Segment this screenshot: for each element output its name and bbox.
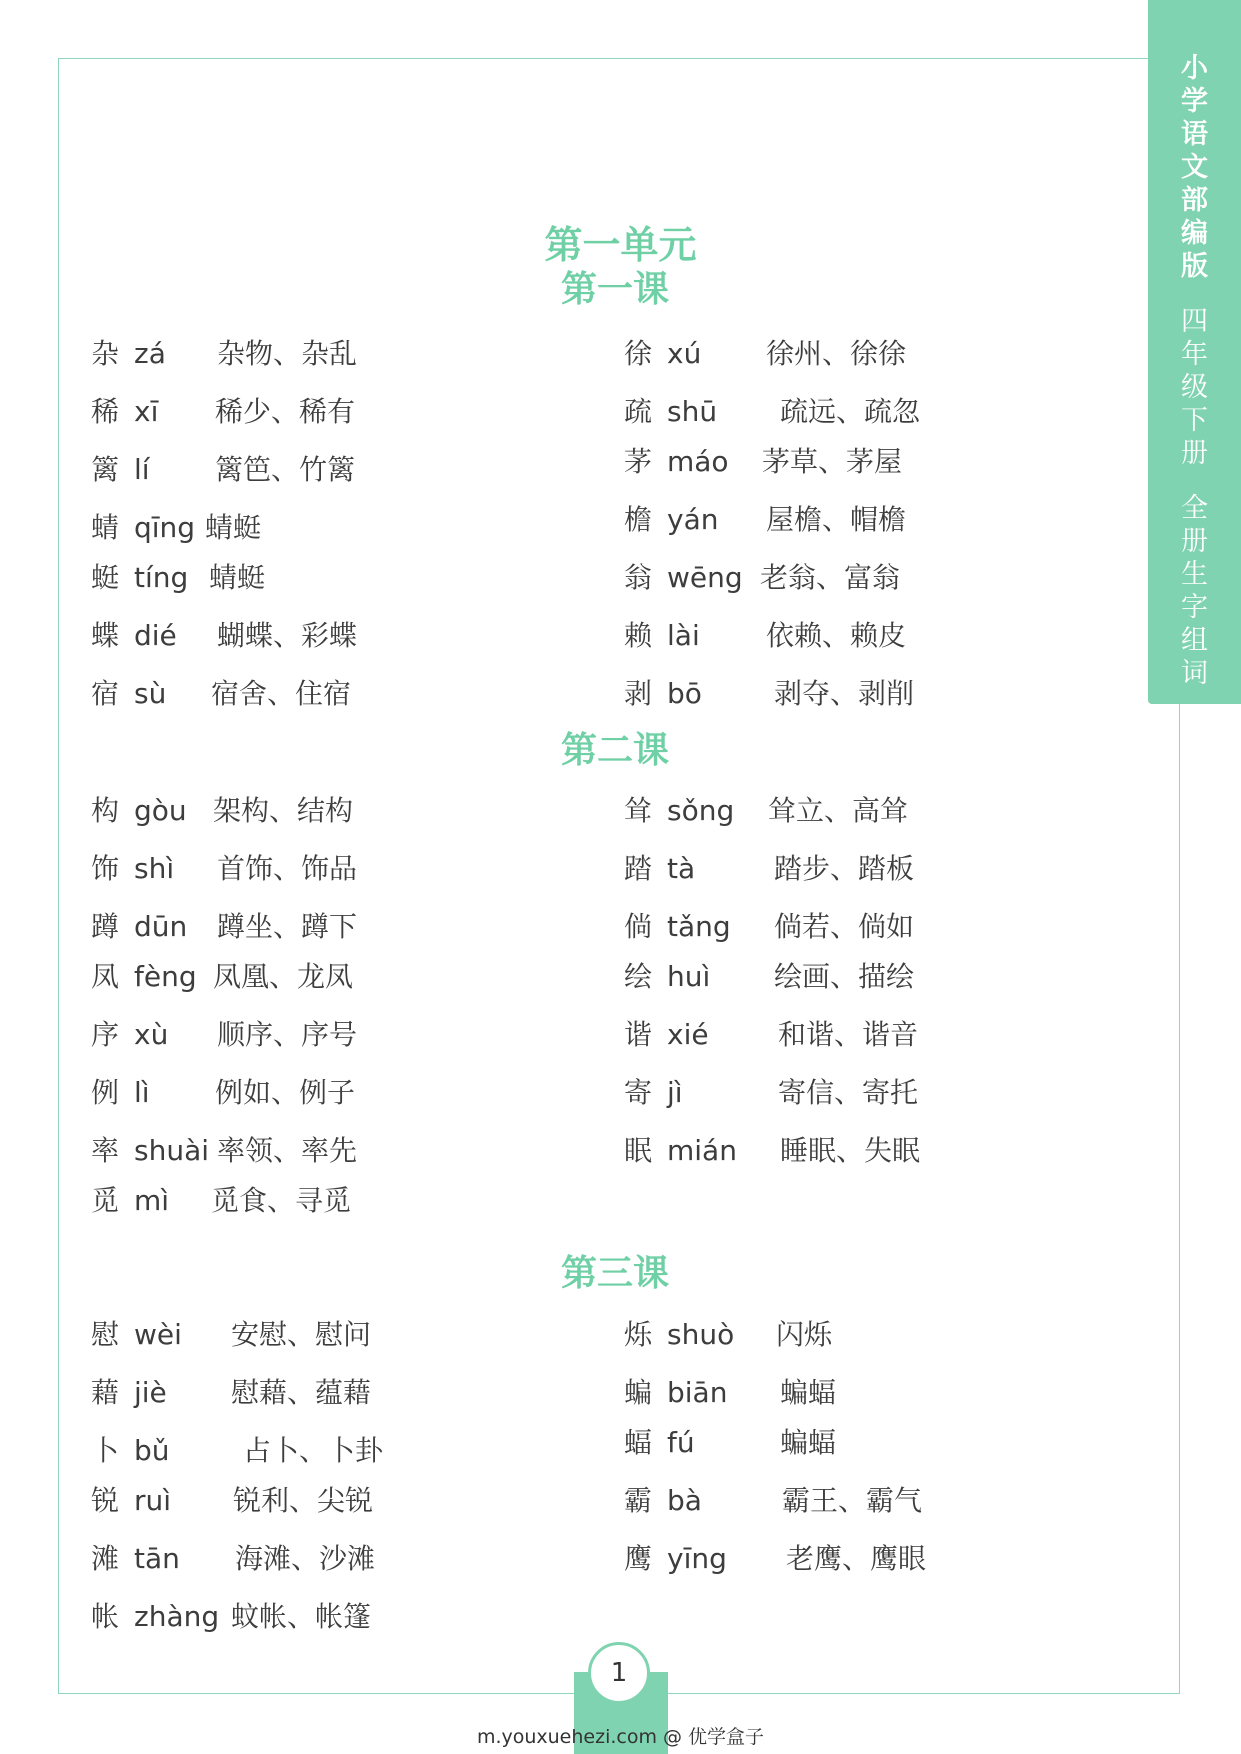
lesson-title: 第一课 bbox=[560, 269, 669, 310]
entry-pinyin: bǔ bbox=[134, 1434, 170, 1467]
entry-words: 寄信、寄托 bbox=[778, 1076, 919, 1109]
unit-title: 第一单元 bbox=[544, 223, 697, 267]
entry-pinyin: fèng bbox=[134, 960, 197, 993]
vocab-entry bbox=[91, 674, 391, 714]
entry-pinyin: dié bbox=[134, 619, 177, 652]
entry-character: 谐 bbox=[624, 1018, 653, 1051]
vocab-entry bbox=[91, 508, 391, 548]
vocab-entry bbox=[624, 957, 924, 997]
vocab-entry bbox=[624, 1423, 924, 1463]
entry-words: 凤凰、龙凤 bbox=[213, 960, 354, 993]
entry-words: 篱笆、竹篱 bbox=[215, 453, 356, 486]
entry-pinyin: xī bbox=[134, 395, 159, 428]
sidebar-title: 小学语文部编版 bbox=[1181, 53, 1208, 282]
entry-words: 占卜、卜卦 bbox=[243, 1434, 384, 1467]
entry-pinyin: biān bbox=[667, 1376, 728, 1409]
entry-character: 率 bbox=[91, 1134, 120, 1167]
entry-pinyin: bō bbox=[667, 677, 702, 710]
entry-character: 稀 bbox=[91, 395, 120, 428]
vocab-entry bbox=[91, 558, 391, 598]
entry-pinyin: sù bbox=[134, 677, 167, 710]
entry-character: 蝙 bbox=[624, 1376, 653, 1409]
entry-words: 锐利、尖锐 bbox=[233, 1484, 374, 1517]
vocab-entry bbox=[624, 1373, 924, 1413]
vocab-entry bbox=[91, 1131, 391, 1171]
vocab-entry bbox=[91, 1481, 391, 1521]
vocab-entry bbox=[91, 334, 391, 374]
entry-pinyin: jì bbox=[667, 1076, 683, 1109]
entry-character: 锐 bbox=[91, 1484, 120, 1517]
entry-character: 鹰 bbox=[624, 1542, 653, 1575]
entry-character: 觅 bbox=[91, 1184, 120, 1217]
entry-character: 眠 bbox=[624, 1134, 653, 1167]
entry-character: 绘 bbox=[624, 960, 653, 993]
entry-pinyin: qīng bbox=[134, 511, 196, 544]
vocab-entry bbox=[624, 1131, 924, 1171]
entry-pinyin: sǒng bbox=[667, 794, 735, 827]
vocab-entry bbox=[91, 907, 391, 947]
entry-pinyin: mì bbox=[134, 1184, 170, 1217]
entry-words: 耸立、高耸 bbox=[768, 794, 909, 827]
entry-character: 耸 bbox=[624, 794, 653, 827]
vocab-entry bbox=[624, 791, 924, 831]
entry-character: 慰 bbox=[91, 1318, 120, 1351]
entry-pinyin: lí bbox=[134, 453, 150, 486]
vocab-entry bbox=[624, 442, 924, 482]
vocab-entry bbox=[91, 616, 391, 656]
entry-words: 徐州、徐徐 bbox=[766, 337, 907, 370]
entry-character: 藉 bbox=[91, 1376, 120, 1409]
sidebar-grade: 四年级下册 bbox=[1181, 306, 1208, 469]
entry-character: 蜻 bbox=[91, 511, 120, 544]
vocab-entry bbox=[91, 1073, 391, 1113]
entry-pinyin: shì bbox=[134, 852, 175, 885]
entry-character: 徐 bbox=[624, 337, 653, 370]
entry-pinyin: tǎng bbox=[667, 910, 731, 943]
vocab-entry bbox=[624, 500, 924, 540]
vocab-entry bbox=[624, 1315, 924, 1355]
entry-character: 卜 bbox=[91, 1434, 120, 1467]
entry-character: 倘 bbox=[624, 910, 653, 943]
entry-words: 顺序、序号 bbox=[217, 1018, 358, 1051]
page-number: 1 bbox=[588, 1642, 650, 1704]
entry-pinyin: jiè bbox=[134, 1376, 167, 1409]
entry-character: 蝶 bbox=[91, 619, 120, 652]
sidebar-subtitle: 全册生字组词 bbox=[1181, 493, 1208, 689]
entry-character: 檐 bbox=[624, 503, 653, 536]
entry-words: 蝙蝠 bbox=[780, 1376, 837, 1409]
entry-character: 例 bbox=[91, 1076, 120, 1109]
entry-pinyin: bà bbox=[667, 1484, 702, 1517]
entry-words: 屋檐、帽檐 bbox=[766, 503, 907, 536]
entry-words: 蹲坐、蹲下 bbox=[217, 910, 358, 943]
entry-character: 疏 bbox=[624, 395, 653, 428]
vocab-entry bbox=[624, 1015, 924, 1055]
vocab-entry bbox=[91, 1431, 391, 1471]
entry-character: 蹲 bbox=[91, 910, 120, 943]
vocab-entry bbox=[624, 558, 924, 598]
entry-character: 翁 bbox=[624, 561, 653, 594]
entry-words: 首饰、饰品 bbox=[217, 852, 358, 885]
entry-words: 海滩、沙滩 bbox=[235, 1542, 376, 1575]
entry-words: 慰藉、蕴藉 bbox=[231, 1376, 372, 1409]
entry-character: 宿 bbox=[91, 677, 120, 710]
entry-words: 霸王、霸气 bbox=[782, 1484, 923, 1517]
entry-pinyin: lì bbox=[134, 1076, 150, 1109]
entry-words: 蝴蝶、彩蝶 bbox=[217, 619, 358, 652]
entry-words: 和谐、谐音 bbox=[778, 1018, 919, 1051]
entry-character: 霸 bbox=[624, 1484, 653, 1517]
entry-pinyin: wèi bbox=[134, 1318, 182, 1351]
entry-words: 绘画、描绘 bbox=[774, 960, 915, 993]
entry-words: 依赖、赖皮 bbox=[766, 619, 907, 652]
entry-character: 帐 bbox=[91, 1600, 120, 1633]
entry-pinyin: ruì bbox=[134, 1484, 172, 1517]
vocab-entry bbox=[91, 849, 391, 889]
vocab-entry bbox=[91, 1181, 391, 1221]
entry-pinyin: yán bbox=[667, 503, 719, 536]
entry-words: 蚊帐、帐篷 bbox=[231, 1600, 372, 1633]
entry-words: 疏远、疏忽 bbox=[780, 395, 921, 428]
entry-words: 安慰、慰问 bbox=[231, 1318, 372, 1351]
vocab-entry bbox=[91, 392, 391, 432]
vocab-entry bbox=[624, 334, 924, 374]
entry-words: 稀少、稀有 bbox=[215, 395, 356, 428]
entry-character: 寄 bbox=[624, 1076, 653, 1109]
entry-character: 滩 bbox=[91, 1542, 120, 1575]
vocab-entry bbox=[91, 1539, 391, 1579]
entry-words: 架构、结构 bbox=[213, 794, 354, 827]
vocab-entry bbox=[91, 1597, 391, 1637]
entry-character: 踏 bbox=[624, 852, 653, 885]
entry-character: 蜓 bbox=[91, 561, 120, 594]
entry-pinyin: xié bbox=[667, 1018, 709, 1051]
entry-pinyin: lài bbox=[667, 619, 700, 652]
entry-pinyin: tíng bbox=[134, 561, 189, 594]
entry-character: 蝠 bbox=[624, 1426, 653, 1459]
entry-character: 茅 bbox=[624, 445, 653, 478]
entry-pinyin: máo bbox=[667, 445, 729, 478]
entry-character: 序 bbox=[91, 1018, 120, 1051]
vocab-entry bbox=[91, 450, 391, 490]
vocab-entry bbox=[624, 616, 924, 656]
vocab-entry bbox=[624, 1539, 927, 1579]
footer-url: m.youxuehezi.com @ 优学盒子 bbox=[476, 1726, 765, 1748]
entry-character: 烁 bbox=[624, 1318, 653, 1351]
entry-character: 篱 bbox=[91, 453, 120, 486]
vocab-entry bbox=[91, 1015, 391, 1055]
entry-pinyin: wēng bbox=[667, 561, 743, 594]
vocab-entry bbox=[91, 1373, 391, 1413]
entry-words: 率领、率先 bbox=[217, 1134, 358, 1167]
vocab-entry bbox=[91, 1315, 391, 1355]
entry-words: 倘若、倘如 bbox=[774, 910, 915, 943]
vocab-entry bbox=[91, 791, 391, 831]
entry-pinyin: shuò bbox=[667, 1318, 735, 1351]
entry-words: 蜻蜓 bbox=[205, 511, 262, 544]
entry-words: 宿舍、住宿 bbox=[211, 677, 352, 710]
entry-pinyin: huì bbox=[667, 960, 711, 993]
entry-pinyin: xù bbox=[134, 1018, 169, 1051]
entry-words: 蝙蝠 bbox=[780, 1426, 837, 1459]
entry-words: 蜻蜓 bbox=[209, 561, 266, 594]
vocab-entry bbox=[624, 674, 924, 714]
entry-pinyin: yīng bbox=[667, 1542, 727, 1575]
entry-words: 觅食、寻觅 bbox=[211, 1184, 352, 1217]
entry-pinyin: tà bbox=[667, 852, 696, 885]
entry-character: 饰 bbox=[91, 852, 120, 885]
entry-pinyin: zá bbox=[134, 337, 166, 370]
entry-words: 例如、例子 bbox=[215, 1076, 356, 1109]
vocab-entry bbox=[624, 1073, 924, 1113]
entry-words: 老鹰、鹰眼 bbox=[786, 1542, 927, 1575]
entry-pinyin: mián bbox=[667, 1134, 737, 1167]
entry-pinyin: zhàng bbox=[134, 1600, 220, 1633]
entry-words: 老翁、富翁 bbox=[760, 561, 901, 594]
entry-character: 剥 bbox=[624, 677, 653, 710]
vocab-entry bbox=[624, 907, 924, 947]
entry-pinyin: fú bbox=[667, 1426, 695, 1459]
entry-words: 踏步、踏板 bbox=[774, 852, 915, 885]
lesson-title: 第二课 bbox=[560, 730, 669, 771]
entry-words: 闪烁 bbox=[776, 1318, 833, 1351]
sidebar-tab bbox=[1148, 0, 1241, 704]
entry-character: 赖 bbox=[624, 619, 653, 652]
entry-pinyin: tān bbox=[134, 1542, 180, 1575]
entry-pinyin: shuài bbox=[134, 1134, 210, 1167]
entry-pinyin: xú bbox=[667, 337, 702, 370]
lesson-title: 第三课 bbox=[560, 1253, 669, 1294]
entry-pinyin: shū bbox=[667, 395, 718, 428]
entry-character: 杂 bbox=[91, 337, 120, 370]
entry-words: 杂物、杂乱 bbox=[217, 337, 358, 370]
entry-words: 睡眠、失眠 bbox=[780, 1134, 921, 1167]
vocab-entry bbox=[624, 849, 924, 889]
vocab-entry bbox=[91, 957, 391, 997]
entry-words: 剥夺、剥削 bbox=[774, 677, 915, 710]
entry-pinyin: dūn bbox=[134, 910, 188, 943]
vocab-entry bbox=[624, 1481, 924, 1521]
entry-character: 构 bbox=[91, 794, 120, 827]
vocab-entry bbox=[624, 392, 924, 432]
entry-words: 茅草、茅屋 bbox=[762, 445, 903, 478]
entry-pinyin: gòu bbox=[134, 794, 187, 827]
entry-character: 凤 bbox=[91, 960, 120, 993]
